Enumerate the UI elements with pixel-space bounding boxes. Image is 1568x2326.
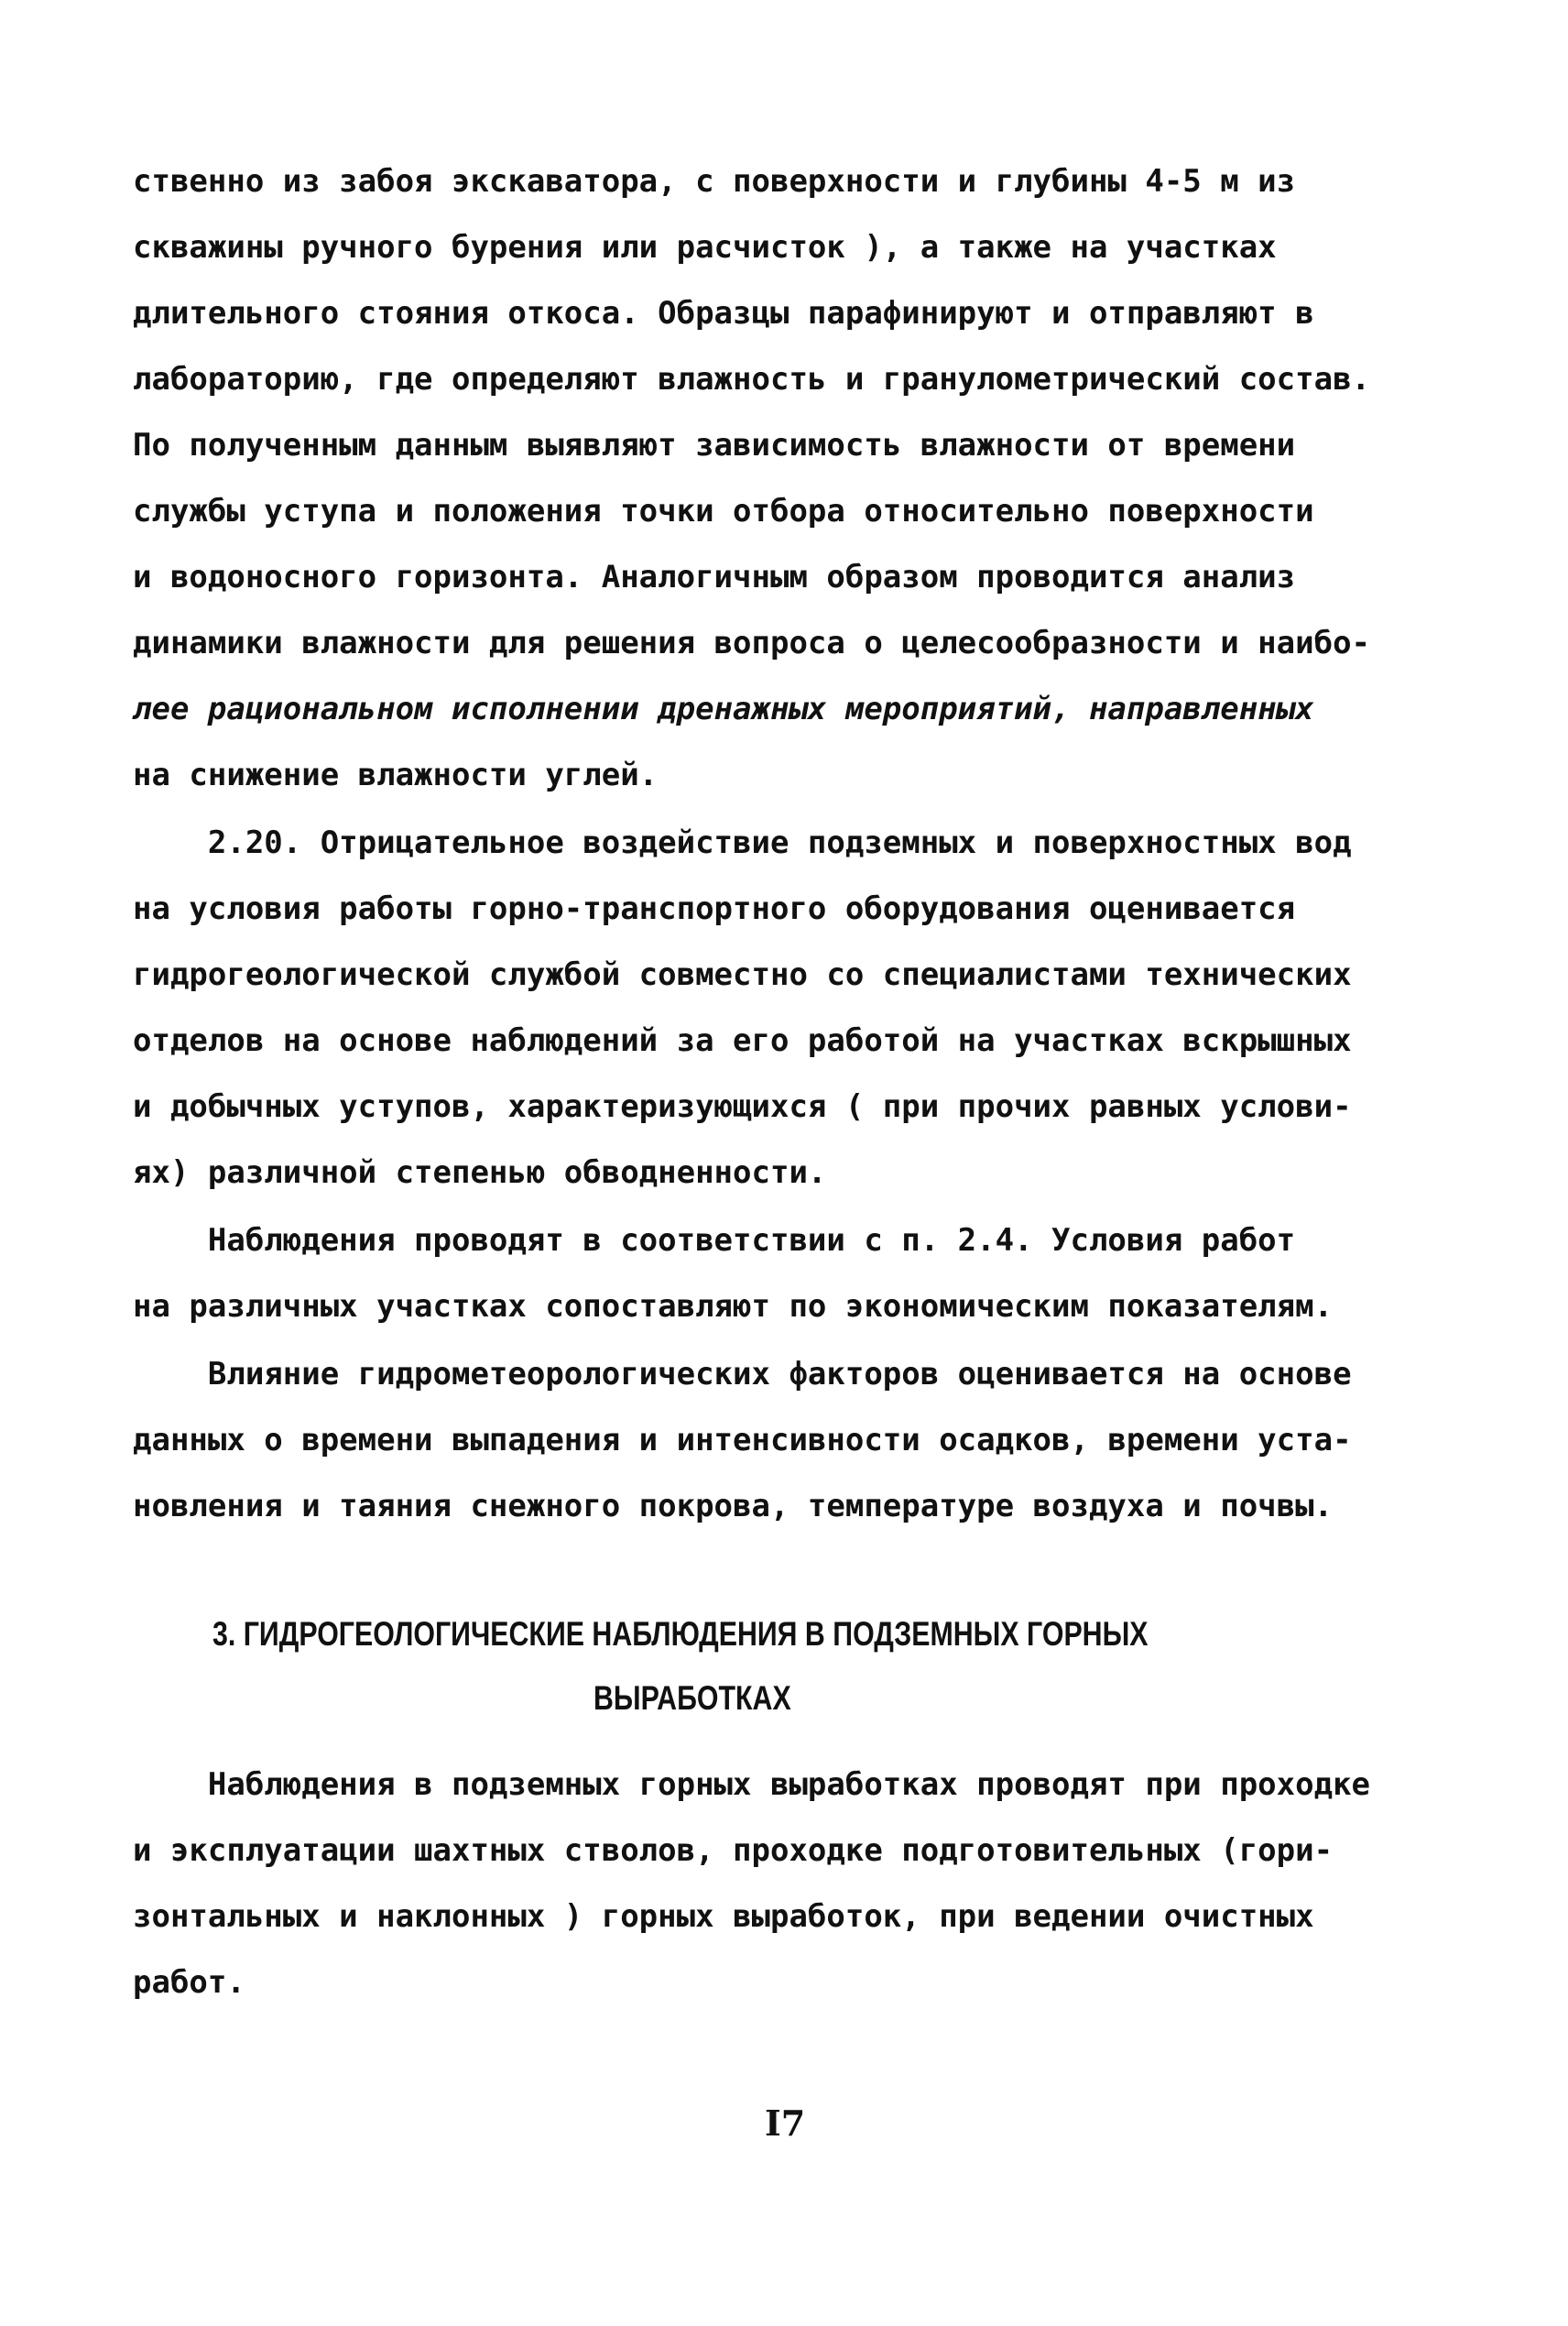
paragraph-2-20-start: 2.20. Отрицательное воздействие подземных и поверхностных вод: [133, 824, 1352, 861]
body-text-line: на условия работы горно-транспортного оборудования оценивается: [133, 890, 1296, 927]
paragraph-hydrometeo-start: Влияние гидрометеорологических факторов оценивается на основе: [133, 1356, 1352, 1392]
body-text-line: лее рациональном исполнении дренажных мероприятий, направленных: [133, 691, 1314, 727]
body-text-line: службы уступа и положения точки отбора относительно поверхности: [133, 493, 1314, 530]
body-text-line: на снижение влажности углей.: [133, 757, 659, 793]
body-text-line: и водоносного горизонта. Аналогичным образом проводится анализ: [133, 559, 1296, 595]
body-text-line: работ.: [133, 1964, 245, 2001]
body-text-line: и эксплуатации шахтных стволов, проходке подготовительных (гори-: [133, 1832, 1334, 1869]
page-number: I7: [765, 2102, 806, 2144]
body-text-line: гидрогеологической службой совместно со специалистами технических: [133, 956, 1352, 993]
body-text-line: лабораторию, где определяют влажность и гранулометрический состав.: [133, 361, 1371, 398]
body-text-line: отделов на основе наблюдений за его работой на участках вскрышных: [133, 1022, 1352, 1059]
body-text-line: По полученным данным выявляют зависимость влажности от времени: [133, 427, 1296, 464]
body-text-line: ственно из забоя экскаватора, с поверхности и глубины 4-5 м из: [133, 163, 1296, 200]
body-text-line: на различных участках сопоставляют по экономическим показателям.: [133, 1288, 1334, 1325]
body-text-line: динамики влажности для решения вопроса о целесообразности и наибо-: [133, 625, 1371, 661]
body-text-line: зонтальных и наклонных ) горных выработок, при ведении очистных: [133, 1898, 1314, 1935]
body-text-line: новления и таяния снежного покрова, температуре воздуха и почвы.: [133, 1488, 1334, 1524]
section-heading-line-2: ВЫРАБОТКАХ: [593, 1679, 791, 1717]
section-heading-line-1: 3. ГИДРОГЕОЛОГИЧЕСКИЕ НАБЛЮДЕНИЯ В ПОДЗЕМНЫХ ГОРНЫХ: [212, 1615, 1149, 1653]
body-text-line: ях) различной степенью обводненности.: [133, 1154, 827, 1191]
body-text-line: длительного стояния откоса. Образцы парафинируют и отправляют в: [133, 295, 1314, 332]
body-text-line: скважины ручного бурения или расчисток ), а также на участках: [133, 229, 1277, 266]
body-text-line: и добычных уступов, характеризующихся ( при прочих равных услови-: [133, 1088, 1352, 1125]
paragraph-underground-start: Наблюдения в подземных горных выработках проводят при проходке: [133, 1766, 1371, 1803]
paragraph-observations-start: Наблюдения проводят в соответствии с п. 2.4. Условия работ: [133, 1222, 1296, 1259]
body-text-line: данных о времени выпадения и интенсивности осадков, времени уста-: [133, 1422, 1352, 1458]
